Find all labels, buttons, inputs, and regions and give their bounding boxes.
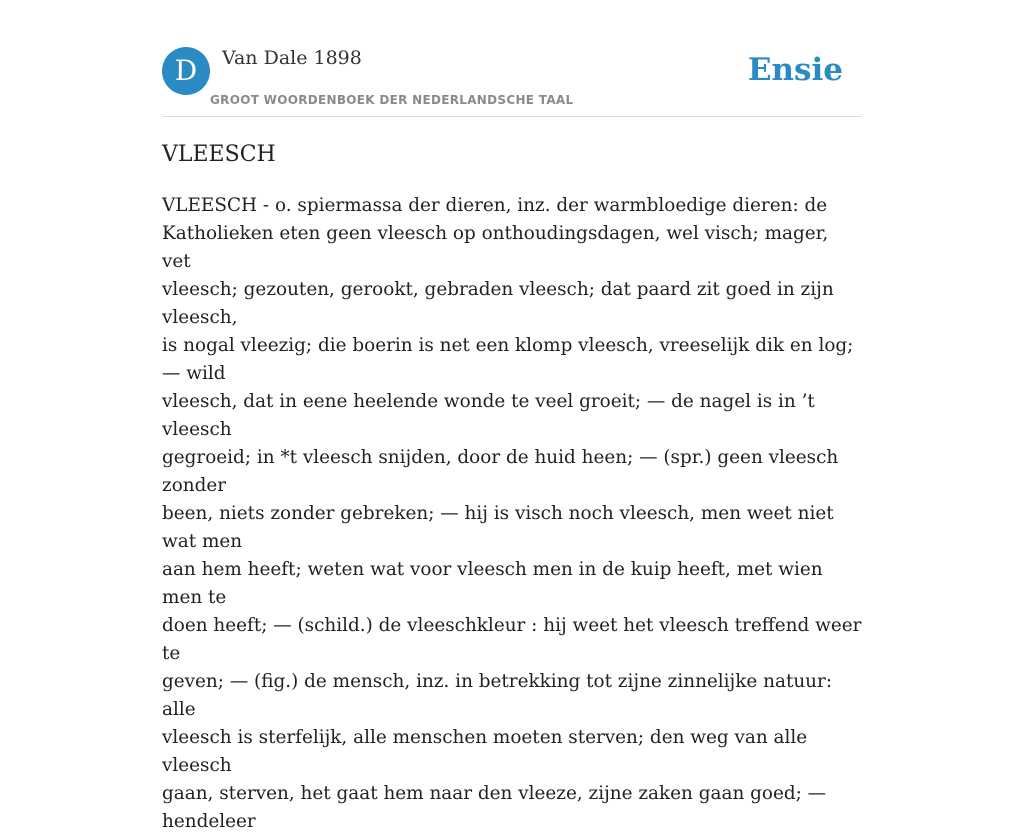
dictionary-logo[interactable]: D xyxy=(162,47,210,95)
definition-line: vleesch, dat in eene heelende wonde te veel groeit; — de nagel is in ’t vleesch xyxy=(162,391,815,440)
ensie-logo[interactable]: Ensie xyxy=(747,52,843,88)
entry-headword: VLEESCH xyxy=(162,142,276,167)
entry-definition xyxy=(162,192,862,836)
definition-line: gegroeid; in *t vleesch snijden, door de huid heen; — (spr.) geen vleesch zonder xyxy=(162,447,839,496)
definition-line: is nogal vleezig; die boerin is net een klomp vleesch, vreeselijk dik en log; — wild xyxy=(162,335,854,384)
definition-line: geven; — (fig.) de mensch, inz. in betrekking tot zijne zinnelijke natuur: alle xyxy=(162,671,833,720)
dictionary-header xyxy=(162,46,862,117)
dictionary-subtitle: GROOT WOORDENBOEK DER NEDERLANDSCHE TAAL xyxy=(210,93,574,107)
definition-line: Katholieken eten geen vleesch op onthoudingsdagen, wel visch; mager, vet xyxy=(162,223,829,272)
definition-line: vleesch; gezouten, gerookt, gebraden vleesch; dat paard zit goed in zijn vleesch, xyxy=(162,279,834,328)
definition-line: been, niets zonder gebreken; — hij is visch noch vleesch, men weet niet wat men xyxy=(162,503,834,552)
definition-line: doen heeft; — (schild.) de vleeschkleur : hij weet het vleesch treffend weer te xyxy=(162,615,862,664)
definition-line: VLEESCH - o. spiermassa der dieren, inz. der warmbloedige dieren: de xyxy=(162,195,828,216)
dictionary-title[interactable]: Van Dale 1898 xyxy=(222,47,362,69)
definition-line: vleesch is sterfelijk, alle menschen moeten sterven; den weg van alle vleesch xyxy=(162,727,808,776)
definition-line: aan hem heeft; weten wat voor vleesch men in de kuip heeft, met wien men te xyxy=(162,559,823,608)
definition-line: gaan, sterven, het gaat hem naar den vleeze, zijne zaken gaan goed; — hendeleer xyxy=(162,783,827,832)
